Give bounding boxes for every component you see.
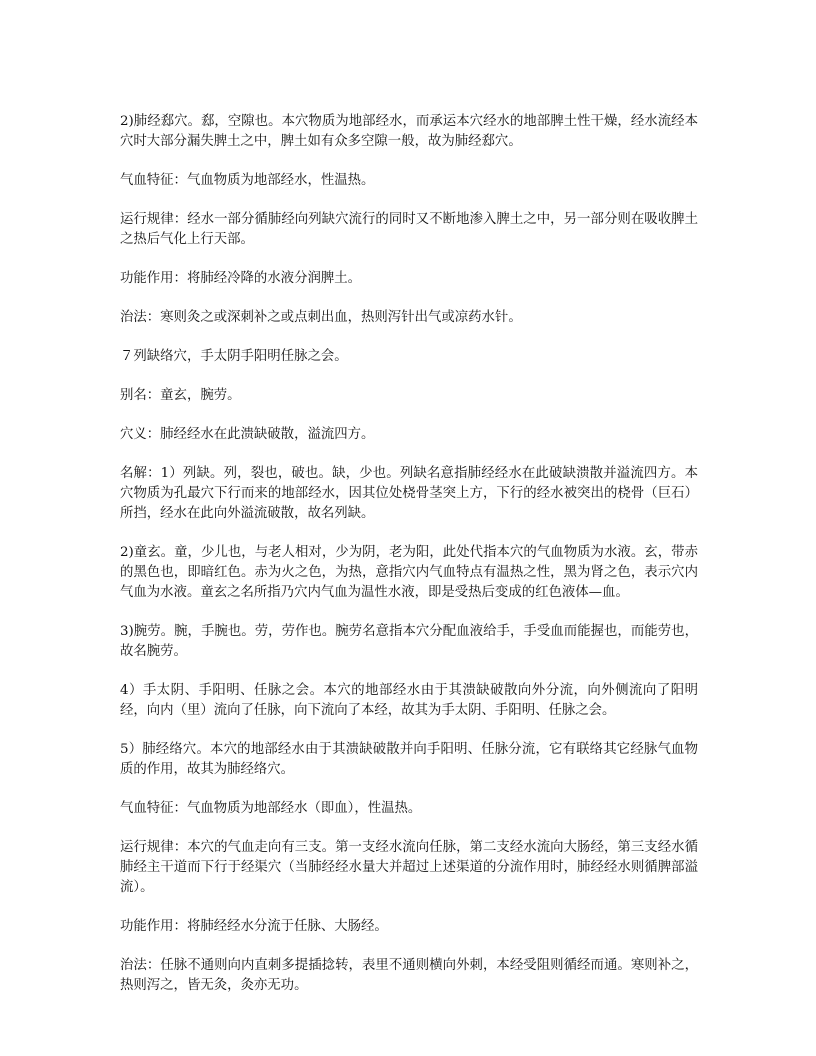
document-page [120,112,698,1015]
paragraph-kongzui-xi-point: 2)肺经郄穴。郄，空隙也。本穴物质为地部经水，而承运本穴经水的地部脾土性干燥，经水流经本穴时大部分漏失脾土之中，脾土如有众多空隙一般，故为肺经郄穴。 [120,114,698,149]
paragraph-tongxuan: 2)童玄。童，少儿也，与老人相对，少为阴，老为阳，此处代指本穴的气血物质为水液。玄，带赤的黑色也，即暗红色。赤为火之色，为热，意指穴内气血特点有温热之性，黑为肾之色，表示穴内气血为水液。童玄之名所指乃穴内气血为温性水液，即是受热后变成的红色液体—血。 [120,545,698,600]
paragraph-flow-rule: 运行规律：经水一部分循肺经向列缺穴流行的同时又不断地渗入脾土之中，另一部分则在吸收脾土之热后气化上行天部。 [120,212,698,247]
paragraph-qixue-feature-2: 气血特征：气血物质为地部经水（即血），性温热。 [120,801,422,816]
paragraph-function: 功能作用：将肺经冷降的水液分润脾土。 [120,271,362,286]
paragraph-luo-point: 5）肺经络穴。本穴的地部经水由于其溃缺破散并向手阳明、任脉分流，它有联络其它经脉气血物质的作用，故其为肺经络穴。 [120,742,698,777]
paragraph-meridian-meeting: 4）手太阴、手阳明、任脉之会。本穴的地部经水由于其溃缺破散向外分流，向外侧流向了阳明经，向内（里）流向了任脉，向下流向了本经，故其为手太阴、手阳明、任脉之会。 [120,683,698,718]
paragraph-wanlao: 3)腕劳。腕，手腕也。劳，劳作也。腕劳名意指本穴分配血液给手，手受血而能握也，而能劳也，故名腕劳。 [120,624,698,659]
paragraph-treatment-2: 治法：任脉不通则向内直刺多提插捻转，表里不通则横向外刺，本经受阻则循经而通。寒则补之，热则泻之，皆无灸，灸亦无功。 [120,958,698,993]
paragraph-lieque-heading: ７列缺络穴，手太阴手阳明任脉之会。 [120,349,348,364]
paragraph-flow-rule-2: 运行规律：本穴的气血走向有三支。第一支经水流向任脉，第二支经水流向大肠经，第三支经水循肺经主干道而下行于经渠穴（当肺经经水量大并超过上述渠道的分流作用时，肺经经水则循脾部溢流）。 [120,840,698,895]
paragraph-treatment: 治法：寒则灸之或深刺补之或点刺出血，热则泻针出气或凉药水针。 [120,310,522,325]
paragraph-function-2: 功能作用：将肺经经水分流于任脉、大肠经。 [120,919,388,934]
paragraph-qixue-feature: 气血特征：气血物质为地部经水，性温热。 [120,173,375,188]
paragraph-point-meaning: 穴义：肺经经水在此溃缺破散，溢流四方。 [120,427,375,442]
paragraph-alias: 别名：童玄，腕劳。 [120,388,241,403]
paragraph-name-explanation: 名解：1）列缺。列，裂也，破也。缺，少也。列缺名意指肺经经水在此破缺溃散并溢流四方。本穴物质为孔最穴下行而来的地部经水，因其位处桡骨茎突上方，下行的经水被突出的桡骨（巨石）所挡，经水在此向外溢流破散，故名列缺。 [120,466,698,521]
